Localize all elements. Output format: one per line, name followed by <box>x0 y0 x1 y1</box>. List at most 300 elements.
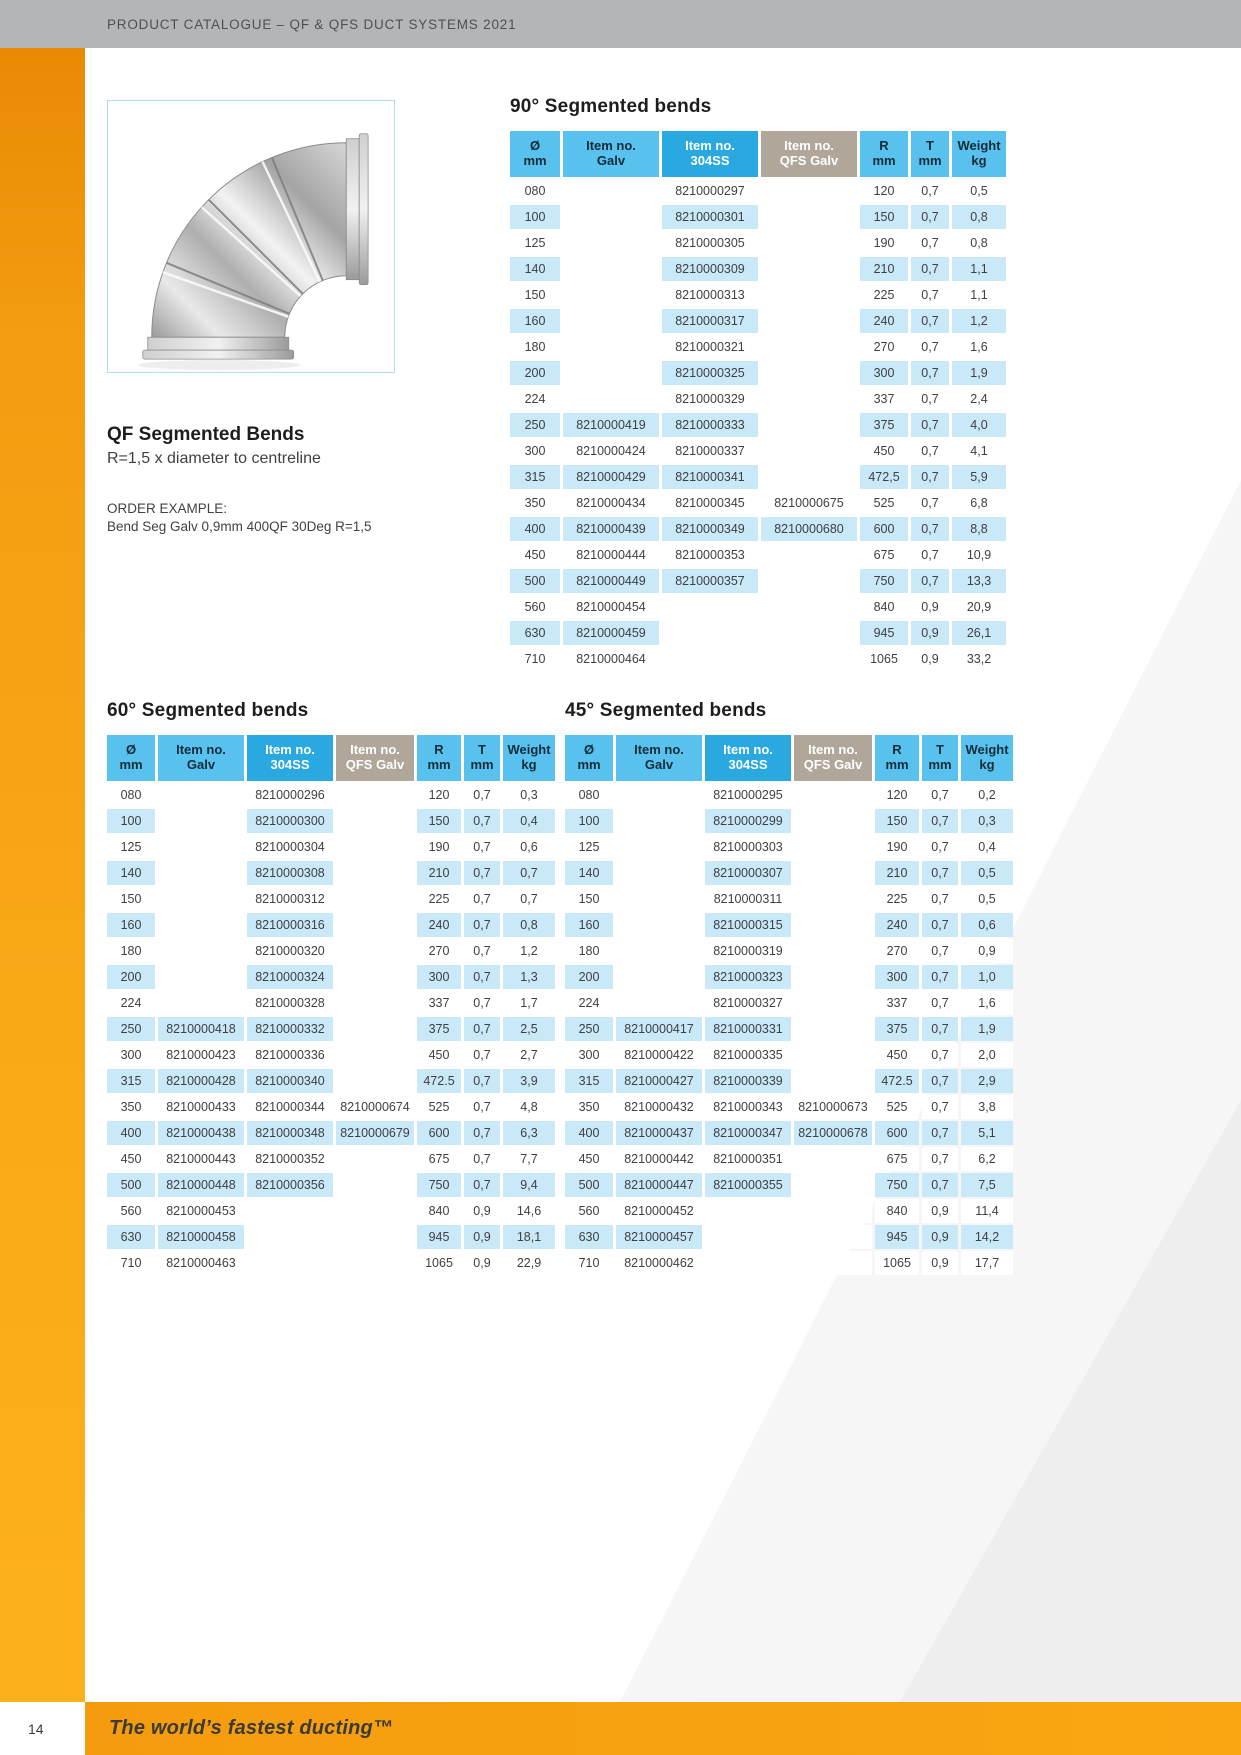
footer <box>0 1702 1241 1755</box>
table-cell: 120 <box>875 783 919 807</box>
table-cell: 0,3 <box>503 783 555 807</box>
table-cell: 17,7 <box>961 1251 1013 1275</box>
table-cell: 675 <box>417 1147 461 1171</box>
table-cell: 8210000309 <box>662 257 758 281</box>
table-cell: 8210000679 <box>336 1121 414 1145</box>
table-cell: 8210000443 <box>158 1147 244 1171</box>
table-cell: 0,7 <box>911 335 949 359</box>
table-cell <box>794 1225 872 1249</box>
table-cell: 0,7 <box>464 939 500 963</box>
table-cell: 450 <box>565 1147 613 1171</box>
table-cell: 8210000422 <box>616 1043 702 1067</box>
table-cell: 8210000355 <box>705 1173 791 1197</box>
table-cell <box>761 231 857 255</box>
table-cell: 300 <box>107 1043 155 1067</box>
table-cell: 8210000315 <box>705 913 791 937</box>
table-cell <box>563 257 659 281</box>
table-cell: 250 <box>510 413 560 437</box>
table-cell: 400 <box>107 1121 155 1145</box>
table-cell: 8210000323 <box>705 965 791 989</box>
table-cell: 080 <box>510 179 560 203</box>
table-cell: 8210000680 <box>761 517 857 541</box>
table-cell: 8210000448 <box>158 1173 244 1197</box>
table-cell: 8210000419 <box>563 413 659 437</box>
table-cell: 7,5 <box>961 1173 1013 1197</box>
table-cell: 270 <box>875 939 919 963</box>
table-cell <box>794 1147 872 1171</box>
table-cell: 8210000457 <box>616 1225 702 1249</box>
table-cell <box>563 335 659 359</box>
table-cell: 0,7 <box>911 309 949 333</box>
table-cell: 350 <box>510 491 560 515</box>
table-cell: 0,7 <box>911 205 949 229</box>
table-cell <box>794 1199 872 1223</box>
column-header: Weight kg <box>503 735 555 781</box>
table-cell: 0,7 <box>922 1069 958 1093</box>
table-cell: 2,9 <box>961 1069 1013 1093</box>
table-cell <box>761 283 857 307</box>
table-cell: 190 <box>860 231 908 255</box>
table-cell: 0,9 <box>911 621 949 645</box>
table-cell: 3,9 <box>503 1069 555 1093</box>
table-cell <box>705 1251 791 1275</box>
table-cell <box>794 861 872 885</box>
table-cell: 8210000320 <box>247 939 333 963</box>
table-cell: 300 <box>860 361 908 385</box>
table-cell: 450 <box>107 1147 155 1171</box>
table-cell: 1,2 <box>503 939 555 963</box>
table-cell: 0,7 <box>464 1147 500 1171</box>
column-header: Item no. 304SS <box>662 131 758 177</box>
table-cell <box>158 809 244 833</box>
table-cell: 8210000434 <box>563 491 659 515</box>
table-cell: 0,7 <box>464 1043 500 1067</box>
table-cell: 8210000452 <box>616 1199 702 1223</box>
table-cell <box>158 965 244 989</box>
table-cell: 180 <box>107 939 155 963</box>
table-cell: 5,9 <box>952 465 1006 489</box>
table-cell: 6,2 <box>961 1147 1013 1171</box>
table-cell <box>158 913 244 937</box>
table-cell: 8210000339 <box>705 1069 791 1093</box>
table-cell: 8210000319 <box>705 939 791 963</box>
table-cell: 125 <box>107 835 155 859</box>
table-cell: 945 <box>860 621 908 645</box>
table-cell: 0,9 <box>922 1225 958 1249</box>
table-cell: 8210000464 <box>563 647 659 671</box>
table-cell <box>794 991 872 1015</box>
table-cell: 100 <box>107 809 155 833</box>
table-cell: 472.5 <box>417 1069 461 1093</box>
order-example-text: Bend Seg Galv 0,9mm 400QF 30Deg R=1,5 <box>107 519 372 534</box>
table-cell: 2,4 <box>952 387 1006 411</box>
column-header: Item no. Galv <box>158 735 244 781</box>
table-cell: 450 <box>510 543 560 567</box>
table-cell: 120 <box>860 179 908 203</box>
column-header: Item no. 304SS <box>705 735 791 781</box>
table-cell: 8210000353 <box>662 543 758 567</box>
column-header: Ø mm <box>107 735 155 781</box>
table-cell <box>794 913 872 937</box>
table-cell: 450 <box>860 439 908 463</box>
table-cell <box>616 913 702 937</box>
table-title: 60° Segmented bends <box>107 700 309 721</box>
table-cell: 210 <box>417 861 461 885</box>
table-cell: 0,7 <box>464 835 500 859</box>
table-cell: 2,0 <box>961 1043 1013 1067</box>
table-cell: 750 <box>417 1173 461 1197</box>
table-cell: 8210000340 <box>247 1069 333 1093</box>
table-cell: 400 <box>510 517 560 541</box>
table-cell: 8210000347 <box>705 1121 791 1145</box>
page-number: 14 <box>0 1702 85 1755</box>
table-cell <box>794 1017 872 1041</box>
table-cell: 11,4 <box>961 1199 1013 1223</box>
table-cell: 8210000423 <box>158 1043 244 1067</box>
table-cell: 8210000317 <box>662 309 758 333</box>
table-cell <box>158 835 244 859</box>
column-header: Item no. Galv <box>563 131 659 177</box>
table-cell: 1,1 <box>952 257 1006 281</box>
table-cell: 0,7 <box>922 1017 958 1041</box>
column-header: T mm <box>464 735 500 781</box>
table-cell: 1,0 <box>961 965 1013 989</box>
table-cell: 0,7 <box>464 1173 500 1197</box>
table-cell: 200 <box>107 965 155 989</box>
table-cell: 8210000673 <box>794 1095 872 1119</box>
table-cell <box>761 205 857 229</box>
table-cell: 0,7 <box>922 861 958 885</box>
header-title: PRODUCT CATALOGUE – QF & QFS DUCT SYSTEMS 2021 <box>107 16 517 32</box>
table-cell: 0,8 <box>503 913 555 937</box>
table-cell: 710 <box>510 647 560 671</box>
table-cell: 300 <box>875 965 919 989</box>
table-cell <box>616 861 702 885</box>
table-cell <box>761 439 857 463</box>
order-example-label: ORDER EXAMPLE: <box>107 501 228 516</box>
table-cell: 8210000341 <box>662 465 758 489</box>
table-cell: 270 <box>860 335 908 359</box>
table-cell: 0,5 <box>952 179 1006 203</box>
table-cell: 8210000428 <box>158 1069 244 1093</box>
table-cell: 8210000345 <box>662 491 758 515</box>
table-cell: 8210000675 <box>761 491 857 515</box>
table-cell: 0,6 <box>961 913 1013 937</box>
column-header: Ø mm <box>565 735 613 781</box>
table-cell: 1065 <box>860 647 908 671</box>
table-cell: 560 <box>107 1199 155 1223</box>
table-cell <box>662 647 758 671</box>
table-cell: 14,6 <box>503 1199 555 1223</box>
table-cell: 8210000442 <box>616 1147 702 1171</box>
table-cell: 8210000418 <box>158 1017 244 1041</box>
table-cell: 224 <box>107 991 155 1015</box>
table-cell <box>563 179 659 203</box>
table-cell: 8210000336 <box>247 1043 333 1067</box>
table-cell <box>761 361 857 385</box>
table-cell: 18,1 <box>503 1225 555 1249</box>
product-title: QF Segmented Bends <box>107 424 305 445</box>
table-cell <box>705 1225 791 1249</box>
table-cell <box>247 1225 333 1249</box>
table-cell <box>247 1199 333 1223</box>
table-cell: 472.5 <box>875 1069 919 1093</box>
table-60-segmented-bends <box>107 700 555 1275</box>
table-cell: 140 <box>107 861 155 885</box>
table-cell: 8210000429 <box>563 465 659 489</box>
table-cell: 0,9 <box>911 595 949 619</box>
table-cell: 675 <box>875 1147 919 1171</box>
table-cell <box>761 465 857 489</box>
table-cell: 9,4 <box>503 1173 555 1197</box>
table-cell: 0,9 <box>961 939 1013 963</box>
table-cell: 150 <box>510 283 560 307</box>
table-cell: 8210000297 <box>662 179 758 203</box>
table-cell <box>563 231 659 255</box>
table-cell: 8210000333 <box>662 413 758 437</box>
table-cell: 8210000462 <box>616 1251 702 1275</box>
table-cell: 8210000337 <box>662 439 758 463</box>
table-cell: 0,7 <box>911 387 949 411</box>
table-cell: 8210000325 <box>662 361 758 385</box>
table-cell: 300 <box>565 1043 613 1067</box>
table-cell: 1,3 <box>503 965 555 989</box>
table-cell: 600 <box>417 1121 461 1145</box>
column-header: R mm <box>875 735 919 781</box>
table-cell: 225 <box>875 887 919 911</box>
table-cell: 0,5 <box>961 861 1013 885</box>
table-cell: 225 <box>860 283 908 307</box>
table-cell: 0,7 <box>911 283 949 307</box>
table-cell <box>794 1173 872 1197</box>
table-cell <box>563 309 659 333</box>
table-cell: 710 <box>107 1251 155 1275</box>
table-cell: 750 <box>875 1173 919 1197</box>
table-cell: 0,7 <box>503 887 555 911</box>
table-title: 90° Segmented bends <box>510 96 712 117</box>
table-cell <box>794 1069 872 1093</box>
table-cell <box>336 1251 414 1275</box>
column-header: R mm <box>860 131 908 177</box>
footer-orange-bar <box>85 1702 1241 1755</box>
table-cell: 0,9 <box>922 1199 958 1223</box>
table-cell: 8210000678 <box>794 1121 872 1145</box>
table-cell: 945 <box>417 1225 461 1249</box>
table-cell <box>794 809 872 833</box>
table-cell: 140 <box>565 861 613 885</box>
table-cell: 8210000439 <box>563 517 659 541</box>
table-cell <box>794 1251 872 1275</box>
column-header: Item no. QFS Galv <box>761 131 857 177</box>
table-45-segmented-bends <box>565 700 1013 1275</box>
table-cell: 8210000332 <box>247 1017 333 1041</box>
table-cell: 472,5 <box>860 465 908 489</box>
table-cell: 8210000308 <box>247 861 333 885</box>
product-image-frame <box>107 100 395 373</box>
table-cell: 210 <box>860 257 908 281</box>
table-cell: 1,1 <box>952 283 1006 307</box>
table-cell: 14,2 <box>961 1225 1013 1249</box>
table-cell: 0,7 <box>922 1095 958 1119</box>
table-cell: 8210000438 <box>158 1121 244 1145</box>
table-cell: 500 <box>565 1173 613 1197</box>
table-cell: 8210000348 <box>247 1121 333 1145</box>
table-cell: 0,7 <box>911 517 949 541</box>
table-cell: 840 <box>860 595 908 619</box>
table-cell: 8210000343 <box>705 1095 791 1119</box>
table-cell: 525 <box>875 1095 919 1119</box>
table-cell: 0,7 <box>922 783 958 807</box>
table-90-segmented-bends <box>510 96 1006 671</box>
table-cell: 224 <box>510 387 560 411</box>
table-cell: 350 <box>107 1095 155 1119</box>
table-cell: 840 <box>417 1199 461 1223</box>
table-cell: 270 <box>417 939 461 963</box>
table-cell: 225 <box>417 887 461 911</box>
table-cell: 0,7 <box>922 1173 958 1197</box>
table-cell: 6,3 <box>503 1121 555 1145</box>
table-cell: 8210000312 <box>247 887 333 911</box>
table-cell: 630 <box>107 1225 155 1249</box>
table-cell: 8210000433 <box>158 1095 244 1119</box>
table-cell: 8210000305 <box>662 231 758 255</box>
table-cell: 1,7 <box>503 991 555 1015</box>
table-cell <box>158 783 244 807</box>
table-cell <box>336 939 414 963</box>
table-cell <box>158 887 244 911</box>
table-cell: 8210000454 <box>563 595 659 619</box>
table-cell: 0,7 <box>464 783 500 807</box>
table-cell: 7,7 <box>503 1147 555 1171</box>
header-bar <box>0 0 1241 48</box>
table-cell: 2,7 <box>503 1043 555 1067</box>
table-cell <box>158 991 244 1015</box>
table-cell: 300 <box>510 439 560 463</box>
table-cell: 8210000458 <box>158 1225 244 1249</box>
table-cell <box>705 1199 791 1223</box>
table-cell: 8210000449 <box>563 569 659 593</box>
table-cell <box>336 1069 414 1093</box>
table-cell <box>336 887 414 911</box>
table-cell: 0,7 <box>464 1017 500 1041</box>
table-cell <box>662 621 758 645</box>
table-cell: 4,0 <box>952 413 1006 437</box>
table-cell: 0,7 <box>911 439 949 463</box>
table-cell: 8210000316 <box>247 913 333 937</box>
table-cell: 1,9 <box>952 361 1006 385</box>
segmented-bend-photo <box>108 101 394 372</box>
table-cell: 400 <box>565 1121 613 1145</box>
table-cell: 0,7 <box>464 887 500 911</box>
table-cell: 0,7 <box>922 835 958 859</box>
table-cell: 22,9 <box>503 1251 555 1275</box>
table-cell: 0,4 <box>503 809 555 833</box>
table-cell: 5,1 <box>961 1121 1013 1145</box>
column-header: Weight kg <box>952 131 1006 177</box>
table-cell <box>761 335 857 359</box>
orange-accent-strip <box>0 48 85 1702</box>
table-cell: 8210000304 <box>247 835 333 859</box>
table-cell: 0,7 <box>464 809 500 833</box>
table-cell: 8210000453 <box>158 1199 244 1223</box>
table-grid <box>510 131 1006 671</box>
table-cell <box>158 861 244 885</box>
table-cell: 224 <box>565 991 613 1015</box>
table-cell <box>336 965 414 989</box>
table-cell <box>794 965 872 989</box>
table-cell: 0,7 <box>911 179 949 203</box>
table-cell: 8210000352 <box>247 1147 333 1171</box>
table-cell: 160 <box>107 913 155 937</box>
table-cell: 190 <box>417 835 461 859</box>
table-cell: 630 <box>565 1225 613 1249</box>
table-cell: 945 <box>875 1225 919 1249</box>
table-cell: 4,8 <box>503 1095 555 1119</box>
table-cell: 120 <box>417 783 461 807</box>
table-cell: 8210000327 <box>705 991 791 1015</box>
table-cell: 8,8 <box>952 517 1006 541</box>
table-cell <box>761 621 857 645</box>
table-cell: 0,9 <box>911 647 949 671</box>
table-cell: 0,9 <box>464 1199 500 1223</box>
column-header: R mm <box>417 735 461 781</box>
table-cell: 0,7 <box>503 861 555 885</box>
column-header: Weight kg <box>961 735 1013 781</box>
table-cell <box>158 939 244 963</box>
column-header: Item no. 304SS <box>247 735 333 781</box>
footer-slogan: The world’s fastest ducting™ <box>109 1717 394 1739</box>
table-title: 45° Segmented bends <box>565 700 767 721</box>
table-cell: 315 <box>565 1069 613 1093</box>
table-cell: 710 <box>565 1251 613 1275</box>
table-cell: 8210000447 <box>616 1173 702 1197</box>
table-cell: 100 <box>510 205 560 229</box>
table-cell: 0,8 <box>952 231 1006 255</box>
table-cell <box>563 283 659 307</box>
table-cell: 0,7 <box>911 543 949 567</box>
table-cell: 200 <box>565 965 613 989</box>
table-cell: 080 <box>107 783 155 807</box>
table-cell: 500 <box>107 1173 155 1197</box>
table-cell <box>336 1225 414 1249</box>
table-cell: 250 <box>107 1017 155 1041</box>
table-cell: 8210000351 <box>705 1147 791 1171</box>
table-cell: 0,2 <box>961 783 1013 807</box>
table-cell: 0,7 <box>922 1043 958 1067</box>
table-cell: 200 <box>510 361 560 385</box>
table-cell <box>563 361 659 385</box>
table-cell <box>336 809 414 833</box>
table-cell: 8210000344 <box>247 1095 333 1119</box>
table-cell: 0,9 <box>464 1251 500 1275</box>
table-cell <box>794 835 872 859</box>
table-cell <box>761 179 857 203</box>
table-cell <box>761 413 857 437</box>
table-cell: 8210000335 <box>705 1043 791 1067</box>
table-cell: 8210000303 <box>705 835 791 859</box>
table-cell: 250 <box>565 1017 613 1041</box>
table-cell <box>336 1043 414 1067</box>
table-cell: 080 <box>565 783 613 807</box>
table-cell: 8210000295 <box>705 783 791 807</box>
table-cell: 450 <box>417 1043 461 1067</box>
table-cell: 0,7 <box>911 465 949 489</box>
table-cell: 8210000299 <box>705 809 791 833</box>
table-cell: 8210000311 <box>705 887 791 911</box>
table-cell: 0,7 <box>911 569 949 593</box>
table-cell: 125 <box>510 231 560 255</box>
table-cell: 450 <box>875 1043 919 1067</box>
